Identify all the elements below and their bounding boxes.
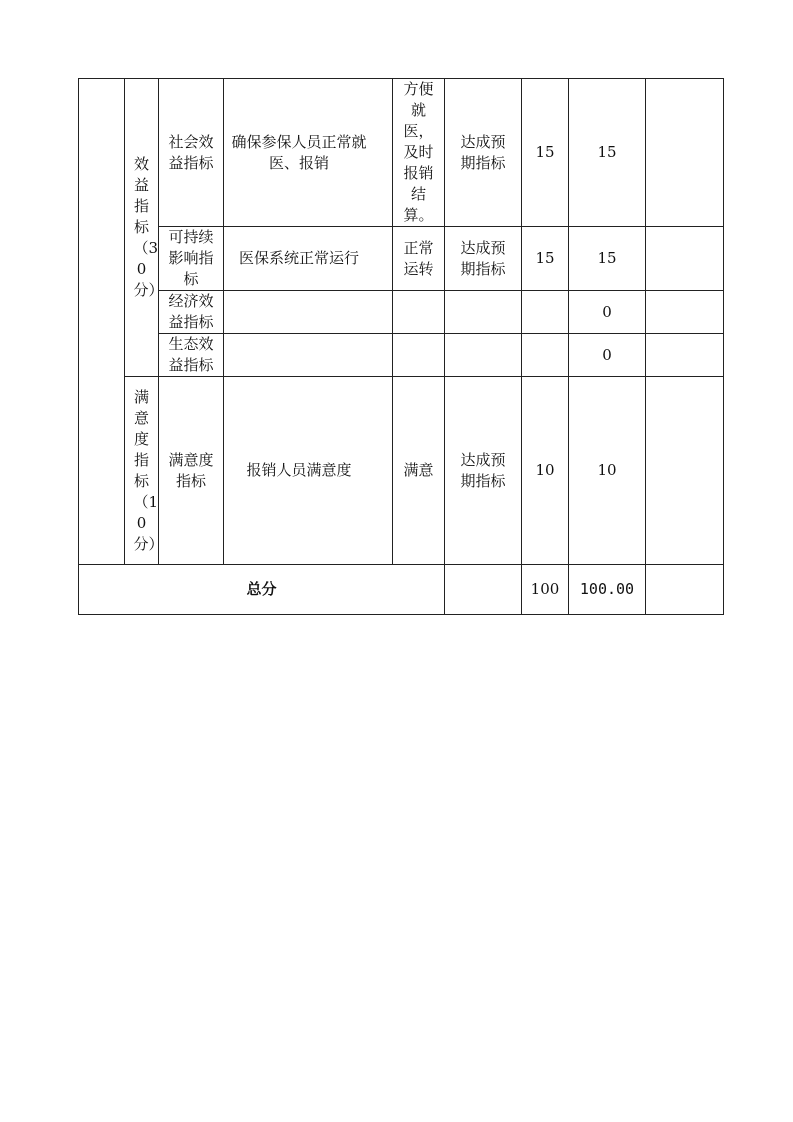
indicator-label: 报销人员满意度: [246, 461, 352, 479]
note-cell: [646, 377, 724, 565]
total-standard-cell: [445, 565, 522, 615]
note-cell: [646, 334, 724, 377]
indicator-label: 医保系统正常运行: [238, 249, 359, 267]
note-cell: [646, 227, 724, 291]
score-cell: 15: [569, 79, 646, 227]
note-cell: [646, 291, 724, 334]
indicator-cell: [224, 377, 393, 565]
standard-cell: [445, 334, 522, 377]
weight-cell: [522, 291, 569, 334]
standard-value: 达成预期指标: [460, 132, 506, 172]
standard-cell: [445, 79, 522, 227]
standard-cell: [445, 377, 522, 565]
indicator-cell: [224, 227, 393, 291]
sub-category-label: 可持续影响指标: [168, 228, 214, 288]
sub-category-cell: [159, 227, 224, 291]
weight-cell: 15: [522, 79, 569, 227]
standard-value: 达成预期指标: [460, 450, 506, 490]
table-row: [79, 291, 724, 334]
performance-table: [78, 78, 724, 615]
score-cell: 0: [569, 334, 646, 377]
target-cell: [393, 377, 445, 565]
sub-category-label: 社会效益指标: [168, 132, 214, 172]
total-label: 总分: [79, 565, 445, 615]
sub-category-cell: [159, 79, 224, 227]
indicator-cell: [224, 79, 393, 227]
target-cell: [393, 227, 445, 291]
target-cell: [393, 291, 445, 334]
category-cell-benefit: [125, 79, 164, 377]
indicator-label: 确保参保人员正常就医、报销: [231, 132, 367, 172]
note-cell: [646, 79, 724, 227]
total-weight-cell: 100: [522, 565, 569, 615]
indicator-cell: [224, 291, 393, 334]
table-row: [79, 79, 724, 227]
table-row: [79, 377, 724, 565]
standard-cell: [445, 227, 522, 291]
sub-category-cell: [159, 334, 224, 377]
category-label: 效益指标（30分）: [133, 155, 164, 299]
standard-cell: [445, 291, 522, 334]
target-value: 正常运转: [403, 238, 434, 278]
table-row: [79, 227, 724, 291]
category-cell-satisfaction: [125, 377, 164, 565]
sub-category-cell: [159, 291, 224, 334]
sub-category-cell: [159, 377, 224, 565]
outer-category-cell: [79, 79, 125, 565]
score-cell: 10: [569, 377, 646, 565]
weight-cell: 15: [522, 227, 569, 291]
table-row: [79, 334, 724, 377]
total-row: [79, 565, 724, 615]
total-score-cell: 100.00: [569, 565, 646, 615]
weight-cell: 10: [522, 377, 569, 565]
score-cell: 0: [569, 291, 646, 334]
weight-cell: [522, 334, 569, 377]
indicator-cell: [224, 334, 393, 377]
target-value: 方便就医，及时报销结算。: [403, 80, 434, 224]
sub-category-label: 经济效益指标: [168, 292, 214, 331]
category-label: 满意度指标（10分）: [133, 387, 164, 553]
target-cell: [393, 334, 445, 377]
standard-value: 达成预期指标: [460, 238, 506, 278]
sub-category-label: 满意度指标: [168, 450, 214, 490]
total-note-cell: [646, 565, 724, 615]
target-cell: [393, 79, 445, 227]
score-cell: 15: [569, 227, 646, 291]
target-value: 满意: [403, 461, 434, 479]
sub-category-label: 生态效益指标: [168, 335, 214, 374]
